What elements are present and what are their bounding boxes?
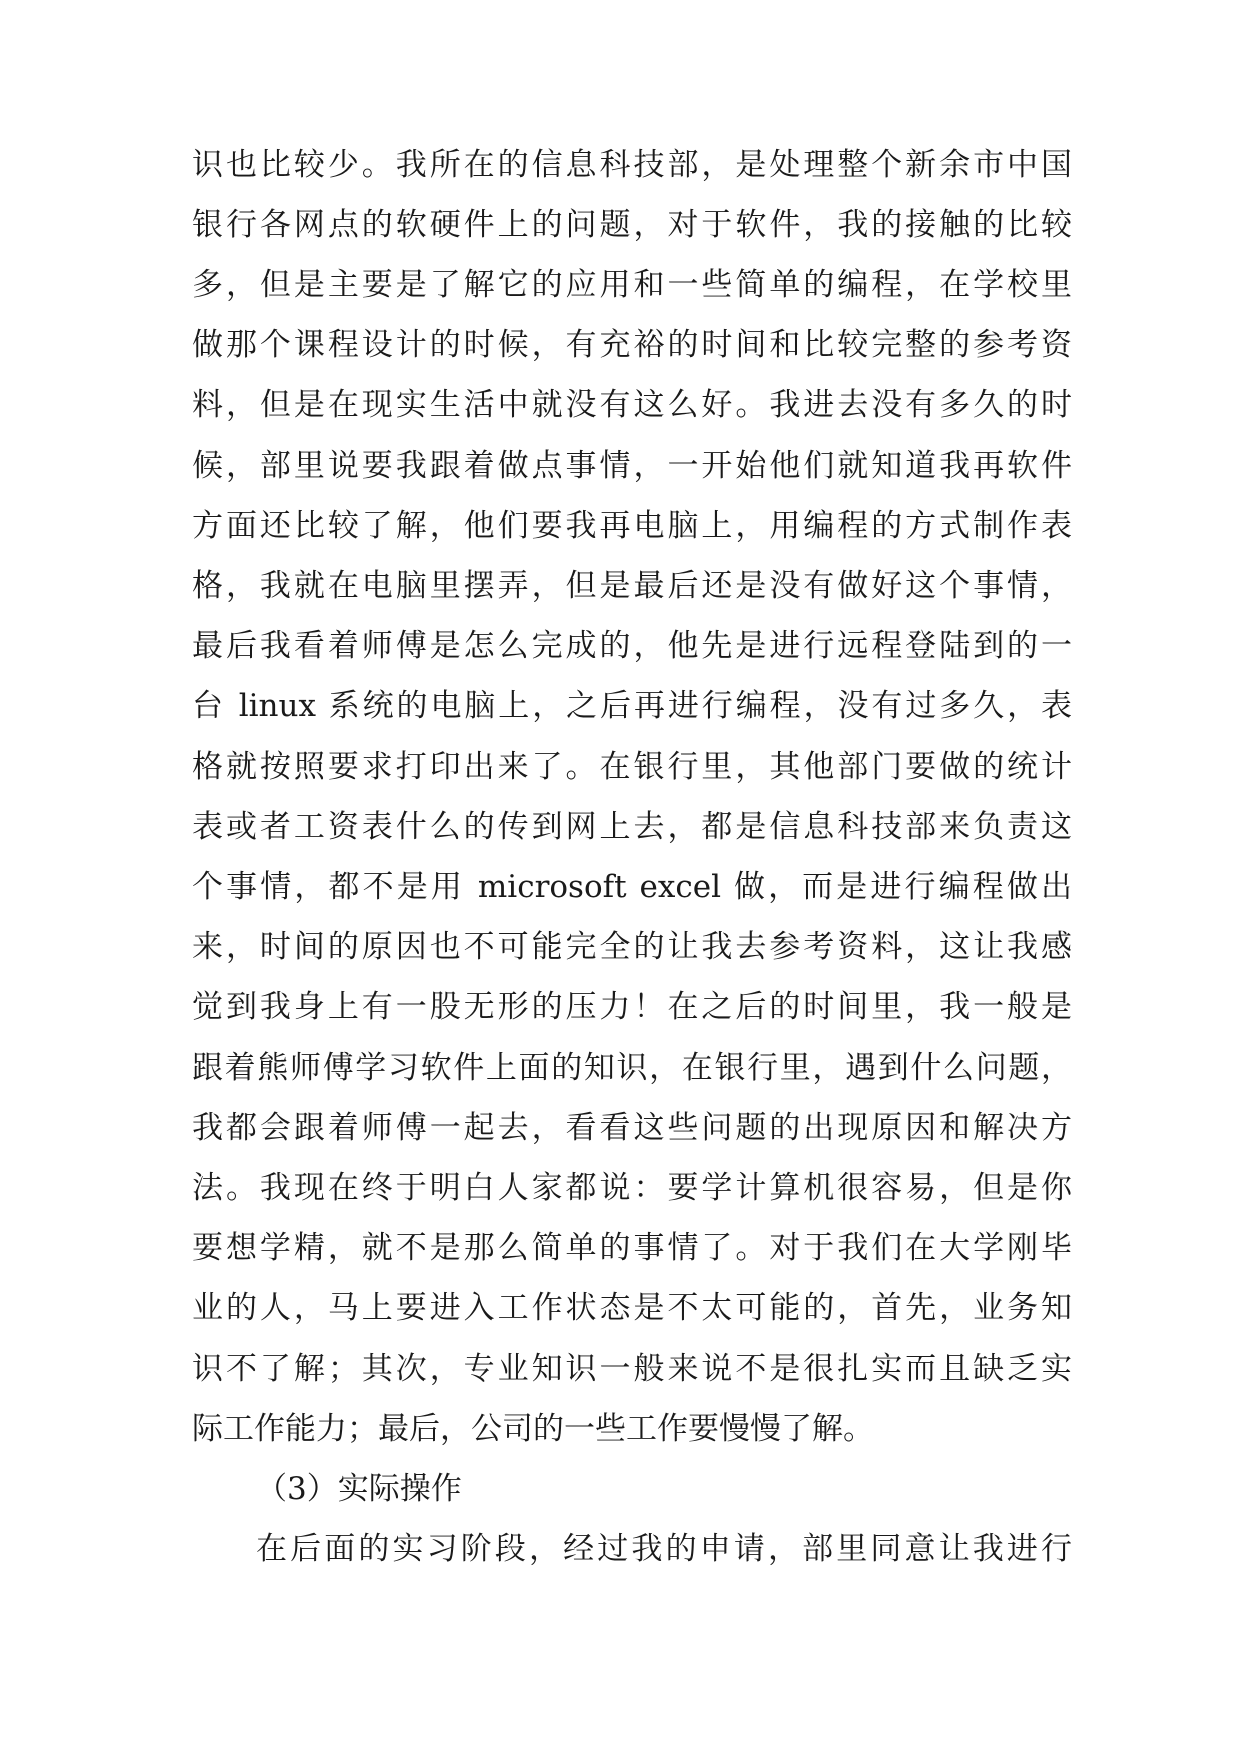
body-line: 方面还比较了解，他们要我再电脑上，用编程的方式制作表: [192, 508, 1072, 544]
body-line: 多，但是主要是了解它的应用和一些简单的编程，在学校里: [192, 267, 1072, 303]
body-line: 个事情，都不是用 microsoft excel 做，而是进行编程做出: [192, 869, 1072, 905]
body-line: 做那个课程设计的时候，有充裕的时间和比较完整的参考资: [192, 327, 1072, 363]
body-line: 识也比较少。我所在的信息科技部，是处理整个新余市中国: [192, 147, 1072, 183]
body-line: 来，时间的原因也不可能完全的让我去参考资料，这让我感: [192, 929, 1072, 965]
body-line-last: 际工作能力；最后，公司的一些工作要慢慢了解。: [192, 1411, 874, 1447]
body-line: 格，我就在电脑里摆弄，但是最后还是没有做好这个事情，: [192, 568, 1072, 604]
body-line: 我都会跟着师傅一起去，看看这些问题的出现原因和解决方: [192, 1110, 1072, 1146]
body-line: 料，但是在现实生活中就没有这么好。我进去没有多久的时: [192, 387, 1072, 423]
body-line: 觉到我身上有一股无形的压力！在之后的时间里，我一般是: [192, 989, 1072, 1025]
body-line: 台 linux 系统的电脑上，之后再进行编程，没有过多久，表: [192, 688, 1072, 724]
body-line: 识不了解；其次，专业知识一般来说不是很扎实而且缺乏实: [192, 1351, 1072, 1387]
body-line: 业的人，马上要进入工作状态是不太可能的，首先，业务知: [192, 1290, 1072, 1326]
paragraph-first-line: 在后面的实习阶段，经过我的申请，部里同意让我进行: [256, 1531, 1072, 1567]
body-line: 最后我看着师傅是怎么完成的，他先是进行远程登陆到的一: [192, 628, 1072, 664]
body-line: 表或者工资表什么的传到网上去，都是信息科技部来负责这: [192, 809, 1072, 845]
section-heading: （3）实际操作: [256, 1471, 462, 1507]
body-line: 银行各网点的软硬件上的问题，对于软件，我的接触的比较: [192, 207, 1072, 243]
body-line: 候，部里说要我跟着做点事情，一开始他们就知道我再软件: [192, 448, 1072, 484]
body-line: 法。我现在终于明白人家都说：要学计算机很容易，但是你: [192, 1170, 1072, 1206]
body-line: 格就按照要求打印出来了。在银行里，其他部门要做的统计: [192, 749, 1072, 785]
body-line: 要想学精，就不是那么简单的事情了。对于我们在大学刚毕: [192, 1230, 1072, 1266]
body-line: 跟着熊师傅学习软件上面的知识，在银行里，遇到什么问题，: [192, 1050, 1072, 1086]
